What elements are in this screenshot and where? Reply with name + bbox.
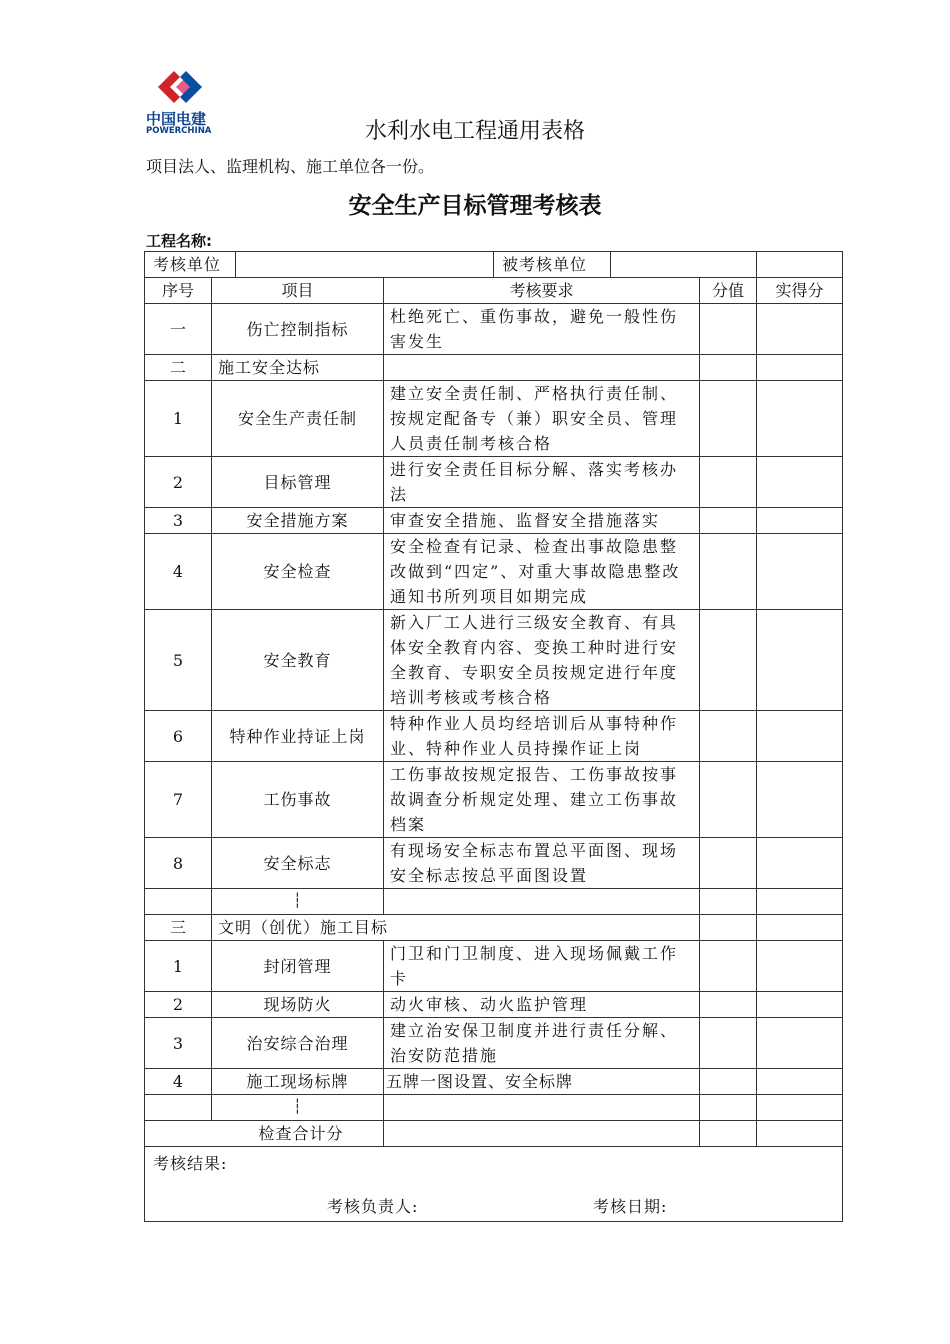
unit-row-tail xyxy=(757,252,843,278)
table-row xyxy=(145,381,843,457)
row-item: 伤亡控制指标 xyxy=(212,304,384,355)
score-cell[interactable] xyxy=(700,711,757,762)
actual-score-cell[interactable] xyxy=(757,610,843,711)
score-cell[interactable] xyxy=(700,508,757,534)
leader-label: 考核负责人: xyxy=(327,1197,419,1216)
score-cell[interactable] xyxy=(700,1069,757,1095)
table-row xyxy=(145,1095,843,1121)
table-row xyxy=(145,508,843,534)
row-no: 2 xyxy=(145,992,212,1018)
row-item: 安全生产责任制 xyxy=(212,381,384,457)
actual-score-cell[interactable] xyxy=(757,1018,843,1069)
row-item: 安全检查 xyxy=(212,534,384,610)
result-cell[interactable] xyxy=(145,1147,843,1222)
table-row xyxy=(145,762,843,838)
score-cell[interactable] xyxy=(700,889,757,915)
row-item: 现场防火 xyxy=(212,992,384,1018)
row-item: 安全教育 xyxy=(212,610,384,711)
assessment-table xyxy=(144,251,843,1222)
row-requirement: 杜绝死亡、重伤事故，避免一般性伤害发生 xyxy=(384,304,700,355)
row-item: 治安综合治理 xyxy=(212,1018,384,1069)
column-header-row xyxy=(145,278,843,304)
col-no-header: 序号 xyxy=(145,278,212,304)
assessee-unit-value[interactable] xyxy=(611,252,756,277)
score-cell[interactable] xyxy=(700,992,757,1018)
score-cell[interactable] xyxy=(700,915,757,941)
row-ellipsis: ┆ xyxy=(212,1095,384,1121)
row-requirement: 门卫和门卫制度、进入现场佩戴工作卡 xyxy=(384,941,700,992)
table-row xyxy=(145,1018,843,1069)
actual-score-cell[interactable] xyxy=(757,838,843,889)
col-item-header: 项目 xyxy=(212,278,384,304)
copies-note: 项目法人、监理机构、施工单位各一份。 xyxy=(146,157,435,176)
row-requirement: 新入厂工人进行三级安全教育、有具体安全教育内容、变换工种时进行安全教育、专职安全员按规定进行年度培训考核或考核合格 xyxy=(384,610,700,711)
actual-score-cell[interactable] xyxy=(757,889,843,915)
row-item: 文明（创优）施工目标 xyxy=(212,915,700,941)
row-requirement: 进行安全责任目标分解、落实考核办法 xyxy=(384,457,700,508)
logo-english-text: POWERCHINA xyxy=(146,126,212,136)
score-cell[interactable] xyxy=(700,941,757,992)
table-row xyxy=(145,355,843,381)
actual-score-cell[interactable] xyxy=(757,381,843,457)
actual-score-cell[interactable] xyxy=(757,762,843,838)
row-no: 3 xyxy=(145,508,212,534)
score-cell[interactable] xyxy=(700,1095,757,1121)
total-row xyxy=(145,1121,843,1147)
score-cell[interactable] xyxy=(700,534,757,610)
row-no: 2 xyxy=(145,457,212,508)
table-row xyxy=(145,711,843,762)
row-no: 4 xyxy=(145,1069,212,1095)
total-score-cell[interactable] xyxy=(700,1121,757,1147)
row-no: 6 xyxy=(145,711,212,762)
row-no: 一 xyxy=(145,304,212,355)
row-requirement: 特种作业人员均经培训后从事特种作业、特种作业人员持操作证上岗 xyxy=(384,711,700,762)
assessor-unit-label: 考核单位 xyxy=(145,252,236,277)
table-row xyxy=(145,457,843,508)
row-requirement: 工伤事故按规定报告、工伤事故按事故调查分析规定处理、建立工伤事故档案 xyxy=(384,762,700,838)
col-actual-header: 实得分 xyxy=(757,278,843,304)
table-row xyxy=(145,610,843,711)
row-item: 安全措施方案 xyxy=(212,508,384,534)
row-no: 5 xyxy=(145,610,212,711)
actual-score-cell[interactable] xyxy=(757,457,843,508)
col-req-header: 考核要求 xyxy=(384,278,700,304)
table-row xyxy=(145,534,843,610)
actual-score-cell[interactable] xyxy=(757,304,843,355)
row-no: 1 xyxy=(145,381,212,457)
score-cell[interactable] xyxy=(700,304,757,355)
row-no: 8 xyxy=(145,838,212,889)
table-row xyxy=(145,1069,843,1095)
row-no xyxy=(145,1095,212,1121)
row-no: 二 xyxy=(145,355,212,381)
total-label: 检查合计分 xyxy=(145,1121,384,1147)
actual-score-cell[interactable] xyxy=(757,992,843,1018)
score-cell[interactable] xyxy=(700,355,757,381)
row-item: 施工安全达标 xyxy=(212,355,384,381)
row-requirement xyxy=(384,1095,700,1121)
date-label: 考核日期: xyxy=(593,1197,668,1216)
row-item: 施工现场标牌 xyxy=(212,1069,384,1095)
row-requirement xyxy=(384,355,700,381)
score-cell[interactable] xyxy=(700,381,757,457)
header-title: 水利水电工程通用表格 xyxy=(364,119,585,144)
table-row xyxy=(145,915,843,941)
row-no xyxy=(145,889,212,915)
actual-score-cell[interactable] xyxy=(757,1095,843,1121)
table-row xyxy=(145,941,843,992)
row-requirement: 建立治安保卫制度并进行责任分解、治安防范措施 xyxy=(384,1018,700,1069)
actual-score-cell[interactable] xyxy=(757,508,843,534)
assessor-unit-value[interactable] xyxy=(236,252,494,277)
actual-score-cell[interactable] xyxy=(757,355,843,381)
row-item: 安全标志 xyxy=(212,838,384,889)
row-no: 1 xyxy=(145,941,212,992)
row-item: 工伤事故 xyxy=(212,762,384,838)
row-requirement: 动火审核、动火监护管理 xyxy=(384,992,700,1018)
row-requirement: 安全检查有记录、检查出事故隐患整改做到“四定”、对重大事故隐患整改通知书所列项目如期完成 xyxy=(384,534,700,610)
unit-row xyxy=(145,252,843,278)
logo-chinese-text: 中国电建 xyxy=(146,110,207,128)
table-row xyxy=(145,992,843,1018)
row-requirement: 建立安全责任制、严格执行责任制、按规定配备专（兼）职安全员、管理人员责任制考核合格 xyxy=(384,381,700,457)
table-row xyxy=(145,889,843,915)
row-requirement: 审查安全措施、监督安全措施落实 xyxy=(384,508,700,534)
row-no: 三 xyxy=(145,915,212,941)
project-name-label: 工程名称: xyxy=(146,232,212,250)
actual-score-cell[interactable] xyxy=(757,915,843,941)
actual-score-cell[interactable] xyxy=(757,1069,843,1095)
result-label: 考核结果: xyxy=(153,1154,228,1173)
score-cell[interactable] xyxy=(700,610,757,711)
table-row xyxy=(145,304,843,355)
assessee-unit-label: 被考核单位 xyxy=(494,252,611,277)
total-requirement-cell xyxy=(384,1121,700,1147)
score-cell[interactable] xyxy=(700,457,757,508)
powerchina-logo-mark-icon xyxy=(154,66,206,108)
row-requirement xyxy=(384,889,700,915)
row-no: 7 xyxy=(145,762,212,838)
total-actual-score-cell[interactable] xyxy=(757,1121,843,1147)
score-cell[interactable] xyxy=(700,1018,757,1069)
form-title: 安全生产目标管理考核表 xyxy=(348,193,602,219)
row-item: 特种作业持证上岗 xyxy=(212,711,384,762)
score-cell[interactable] xyxy=(700,762,757,838)
row-no: 3 xyxy=(145,1018,212,1069)
result-row xyxy=(145,1147,843,1222)
col-score-header: 分值 xyxy=(700,278,757,304)
row-item: 目标管理 xyxy=(212,457,384,508)
row-requirement: 五牌一图设置、安全标牌 xyxy=(384,1069,700,1095)
actual-score-cell[interactable] xyxy=(757,711,843,762)
row-item: 封闭管理 xyxy=(212,941,384,992)
row-requirement: 有现场安全标志布置总平面图、现场安全标志按总平面图设置 xyxy=(384,838,700,889)
table-row xyxy=(145,838,843,889)
actual-score-cell[interactable] xyxy=(757,941,843,992)
score-cell[interactable] xyxy=(700,838,757,889)
row-ellipsis: ┆ xyxy=(212,889,384,915)
row-no: 4 xyxy=(145,534,212,610)
actual-score-cell[interactable] xyxy=(757,534,843,610)
